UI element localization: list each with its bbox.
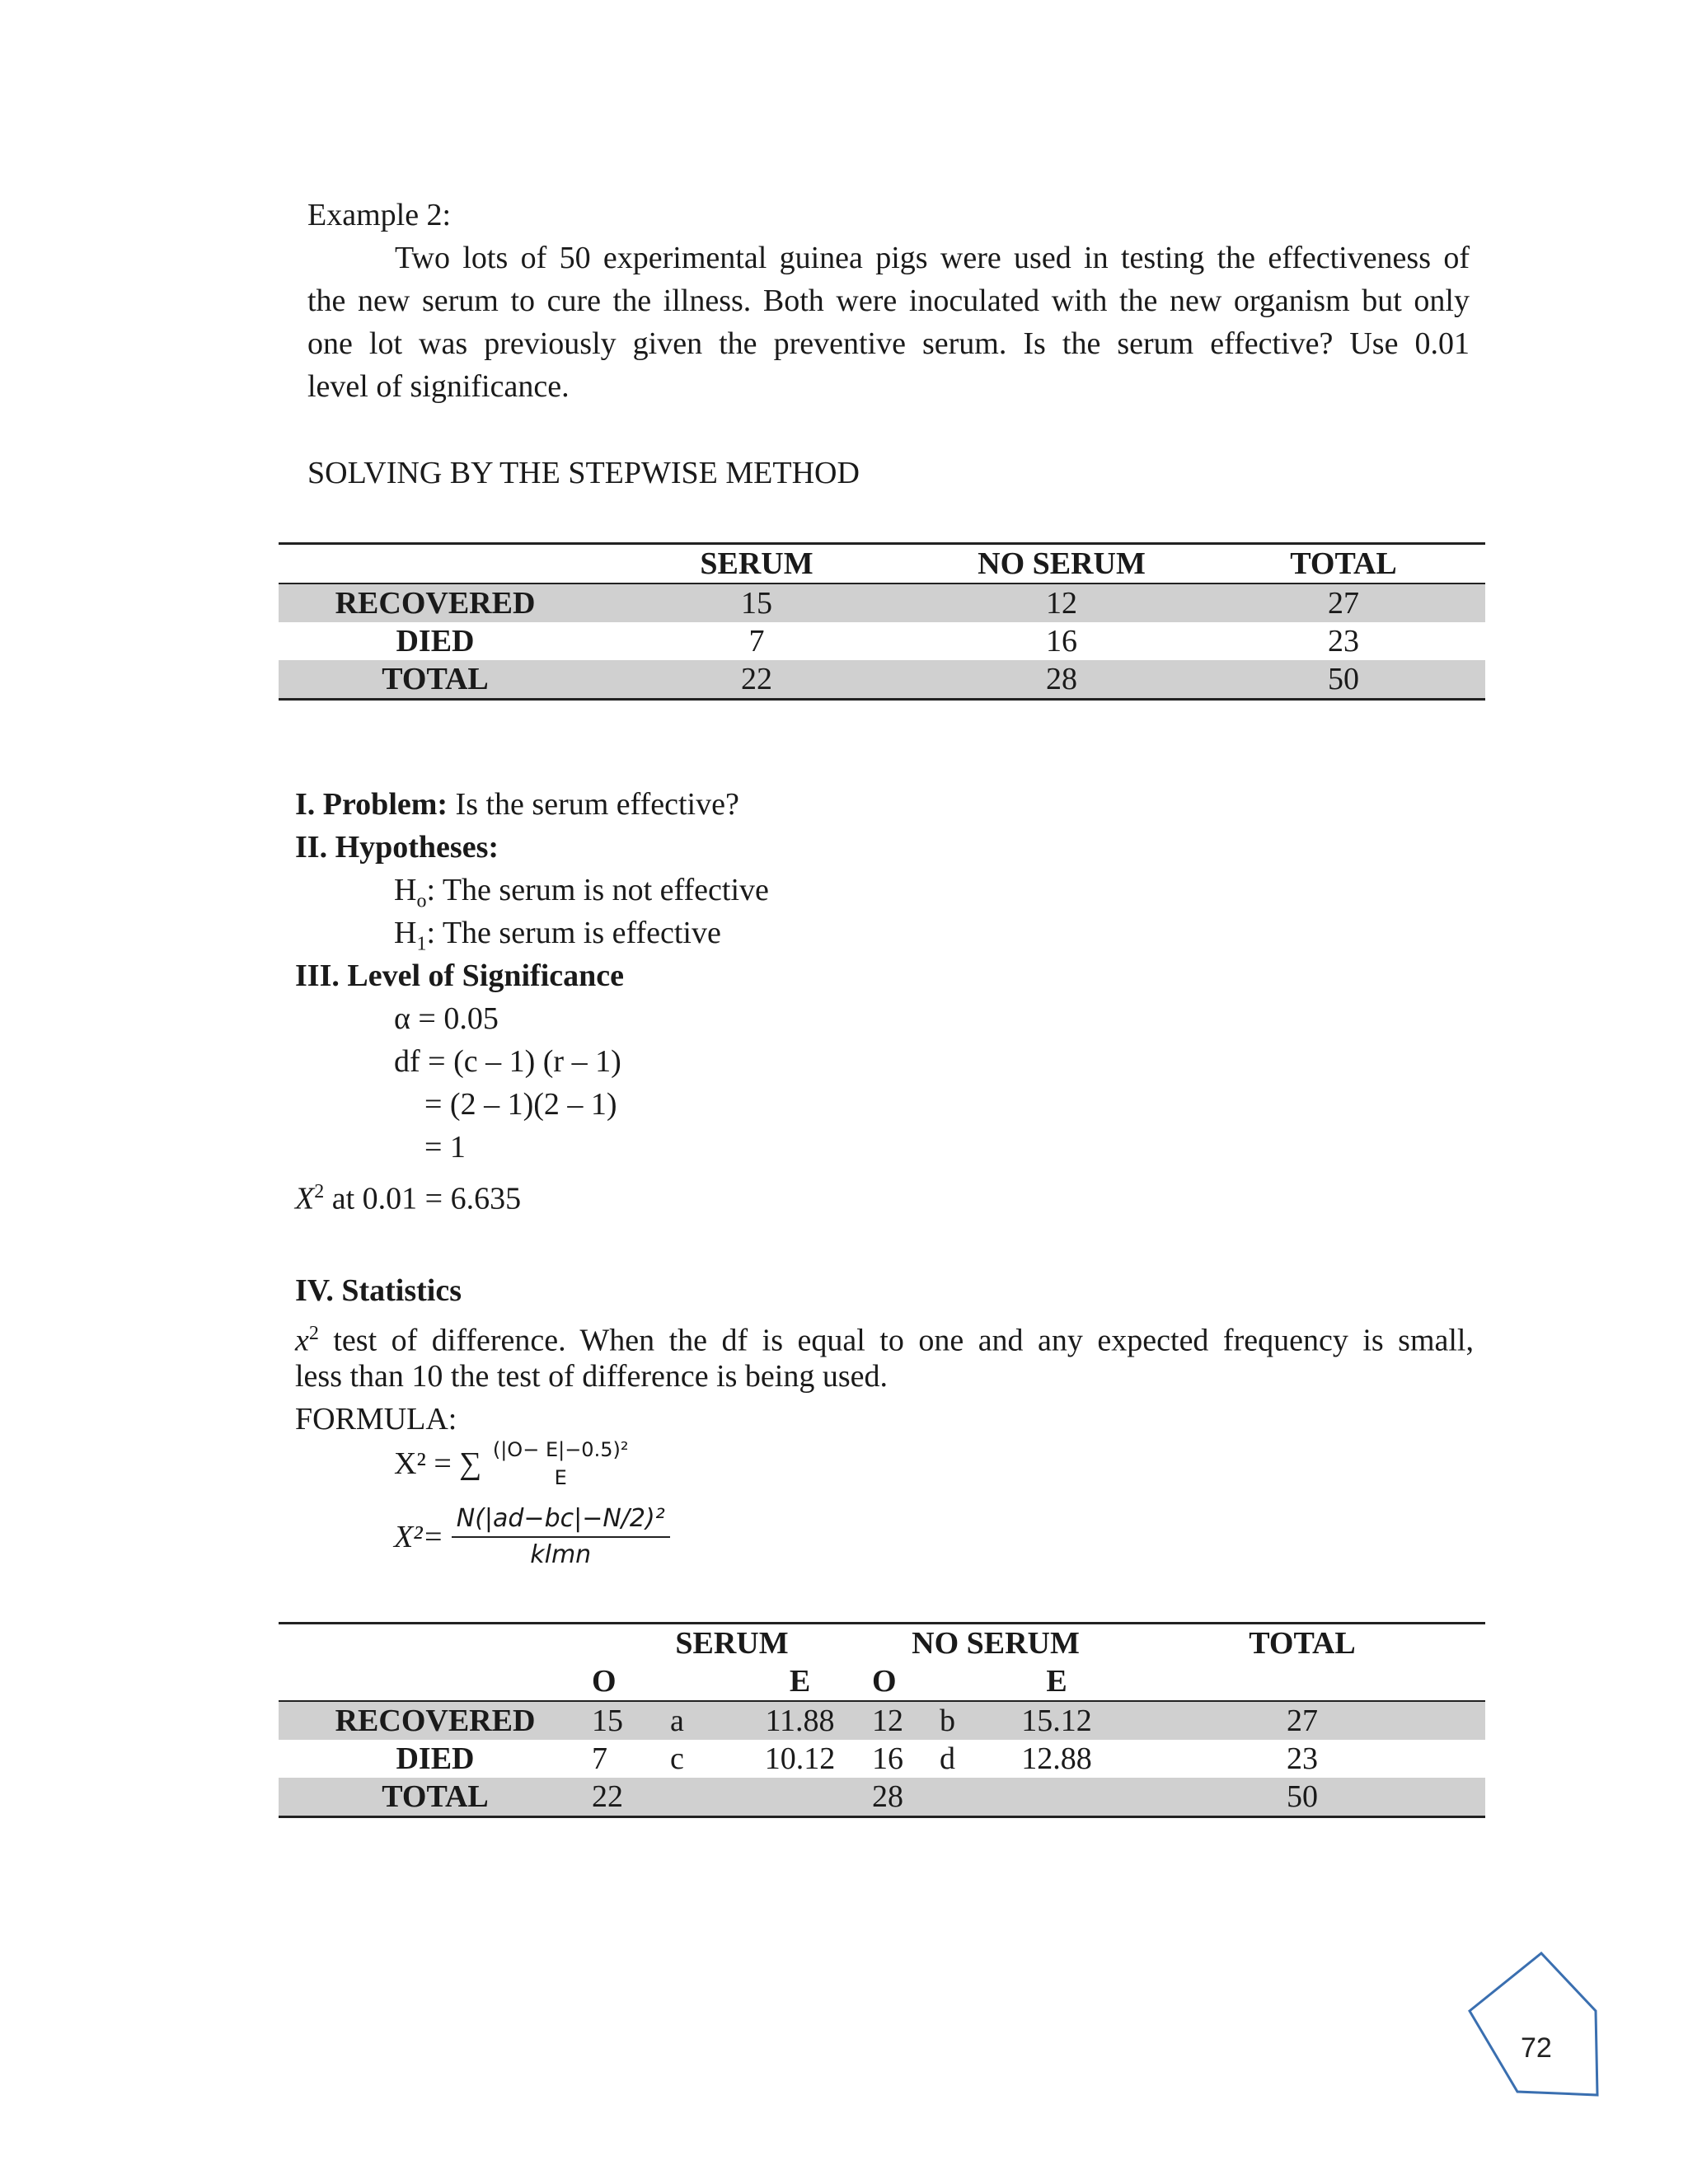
hypotheses-label: II. Hypotheses: [295, 830, 499, 865]
statistics-line-2: less than 10 the test of difference is being used. [295, 1359, 888, 1394]
row-label: TOTAL [279, 1778, 592, 1817]
header-serum: SERUM [675, 1626, 789, 1661]
x-symbol: x [295, 1323, 309, 1358]
cell: 23 [1328, 624, 1359, 658]
cell [994, 1778, 1119, 1817]
critical-value-text: at 0.01 = 6.635 [324, 1181, 522, 1216]
header-total: TOTAL [1290, 546, 1397, 581]
chi-symbol: X [295, 1181, 315, 1216]
row-label: RECOVERED [279, 1701, 592, 1740]
cell: 12 [921, 583, 1202, 622]
problem-text: Is the serum effective? [455, 787, 739, 822]
header-total: TOTAL [1249, 1626, 1356, 1661]
formula-label: FORMULA: [295, 1402, 457, 1436]
table-header-row [279, 1624, 1485, 1663]
h0-text: : The serum is not effective [426, 873, 769, 907]
table-row [279, 660, 1485, 700]
formula-2-numerator: N(|ad−bc|−N/2)² [452, 1502, 670, 1538]
cell: 27 [1202, 583, 1485, 622]
table-row [279, 583, 1485, 622]
alpha-value: α = 0.05 [394, 1001, 499, 1036]
table-row [279, 1778, 1485, 1817]
cell: 22 [592, 1778, 670, 1817]
df-result: = 1 [424, 1130, 466, 1165]
x-superscript: 2 [308, 1323, 319, 1344]
cell: 12 [872, 1701, 940, 1740]
cell: c [670, 1741, 684, 1776]
h1-subscript: 1 [416, 933, 427, 955]
cell [940, 1778, 994, 1817]
header-no-serum: NO SERUM [912, 1626, 1080, 1661]
formula-2-lhs: X²= [394, 1520, 444, 1554]
formula-1-numerator: (|O− E|−0.5)² [492, 1438, 629, 1461]
cell [728, 1778, 872, 1817]
cell: 28 [921, 660, 1202, 700]
row-label: DIED [396, 1741, 475, 1776]
table-row [279, 1740, 1485, 1778]
page-number-badge-icon [1465, 1952, 1614, 2100]
formula-1 [394, 1436, 631, 1492]
statistics-text-1: test of difference. When the df is equal to one and any expected frequency is small, [318, 1323, 1474, 1358]
contingency-table [279, 542, 1485, 701]
example-paragraph-line-4: level of significance. [307, 369, 570, 404]
subheader-expected-no-serum: E [1046, 1664, 1067, 1699]
df-formula: df = (c – 1) (r – 1) [394, 1044, 621, 1079]
row-label: DIED [396, 624, 475, 658]
formula-2-denominator: klmn [530, 1540, 592, 1569]
chi-superscript: 2 [314, 1181, 325, 1202]
h1-text: : The serum is effective [426, 916, 721, 950]
table-row [279, 1701, 1485, 1740]
formula-2 [394, 1502, 670, 1572]
formula-1-lhs: X² = ∑ [394, 1446, 482, 1481]
cell: 28 [872, 1778, 940, 1817]
page-number: 72 [1521, 2032, 1552, 2064]
h0-symbol: H [394, 873, 417, 907]
significance-label: III. Level of Significance [295, 958, 624, 993]
subheader-observed-no-serum: O [872, 1664, 897, 1699]
cell: 27 [1119, 1701, 1485, 1740]
cell: b [940, 1701, 994, 1740]
df-substitution: = (2 – 1)(2 – 1) [424, 1087, 617, 1122]
table-header-row [279, 544, 1485, 584]
cell: 50 [1119, 1778, 1485, 1817]
cell: 15 [592, 583, 921, 622]
cell: 16 [872, 1741, 903, 1776]
h1-symbol: H [394, 916, 417, 950]
cell: 12.88 [1021, 1741, 1092, 1776]
cell: d [940, 1741, 955, 1776]
cell: a [670, 1701, 728, 1740]
cell: 23 [1287, 1741, 1318, 1776]
problem-section [295, 783, 739, 826]
cell: 15.12 [994, 1701, 1119, 1740]
row-label: RECOVERED [279, 583, 592, 622]
table-subheader-row [279, 1662, 1485, 1701]
row-label: TOTAL [279, 660, 592, 700]
example-heading: Example 2: [307, 198, 452, 232]
example-paragraph-line-1: Two lots of 50 experimental guinea pigs were used in testing the effectiveness of [395, 241, 1470, 275]
cell: 7 [748, 624, 765, 658]
example-paragraph-line-2: the new serum to cure the illness. Both were inoculated with the new organism but only [307, 284, 1470, 318]
statistics-label: IV. Statistics [295, 1273, 462, 1308]
cell: 50 [1202, 660, 1485, 700]
cell: 15 [592, 1701, 670, 1740]
expected-frequency-table [279, 1622, 1485, 1818]
formula-1-denominator: E [554, 1466, 567, 1489]
subheader-observed-serum: O [592, 1664, 617, 1699]
table-row [279, 622, 1485, 660]
formula-2-fraction [452, 1502, 670, 1572]
header-serum: SERUM [700, 546, 814, 581]
h0-subscript: o [416, 890, 427, 912]
cell: 16 [1046, 624, 1077, 658]
cell: 10.12 [764, 1741, 836, 1776]
problem-label: I. Problem: [295, 787, 448, 822]
method-title: SOLVING BY THE STEPWISE METHOD [307, 456, 860, 490]
critical-value [295, 1170, 521, 1221]
example-paragraph-line-3: one lot was previously given the preventive serum. Is the serum effective? Use 0.01 [307, 326, 1470, 361]
cell: 11.88 [728, 1701, 872, 1740]
cell: 22 [592, 660, 921, 700]
cell [670, 1778, 728, 1817]
subheader-expected-serum: E [789, 1664, 811, 1699]
header-no-serum: NO SERUM [978, 546, 1146, 581]
formula-1-fraction [490, 1436, 632, 1492]
cell: 7 [592, 1741, 607, 1776]
